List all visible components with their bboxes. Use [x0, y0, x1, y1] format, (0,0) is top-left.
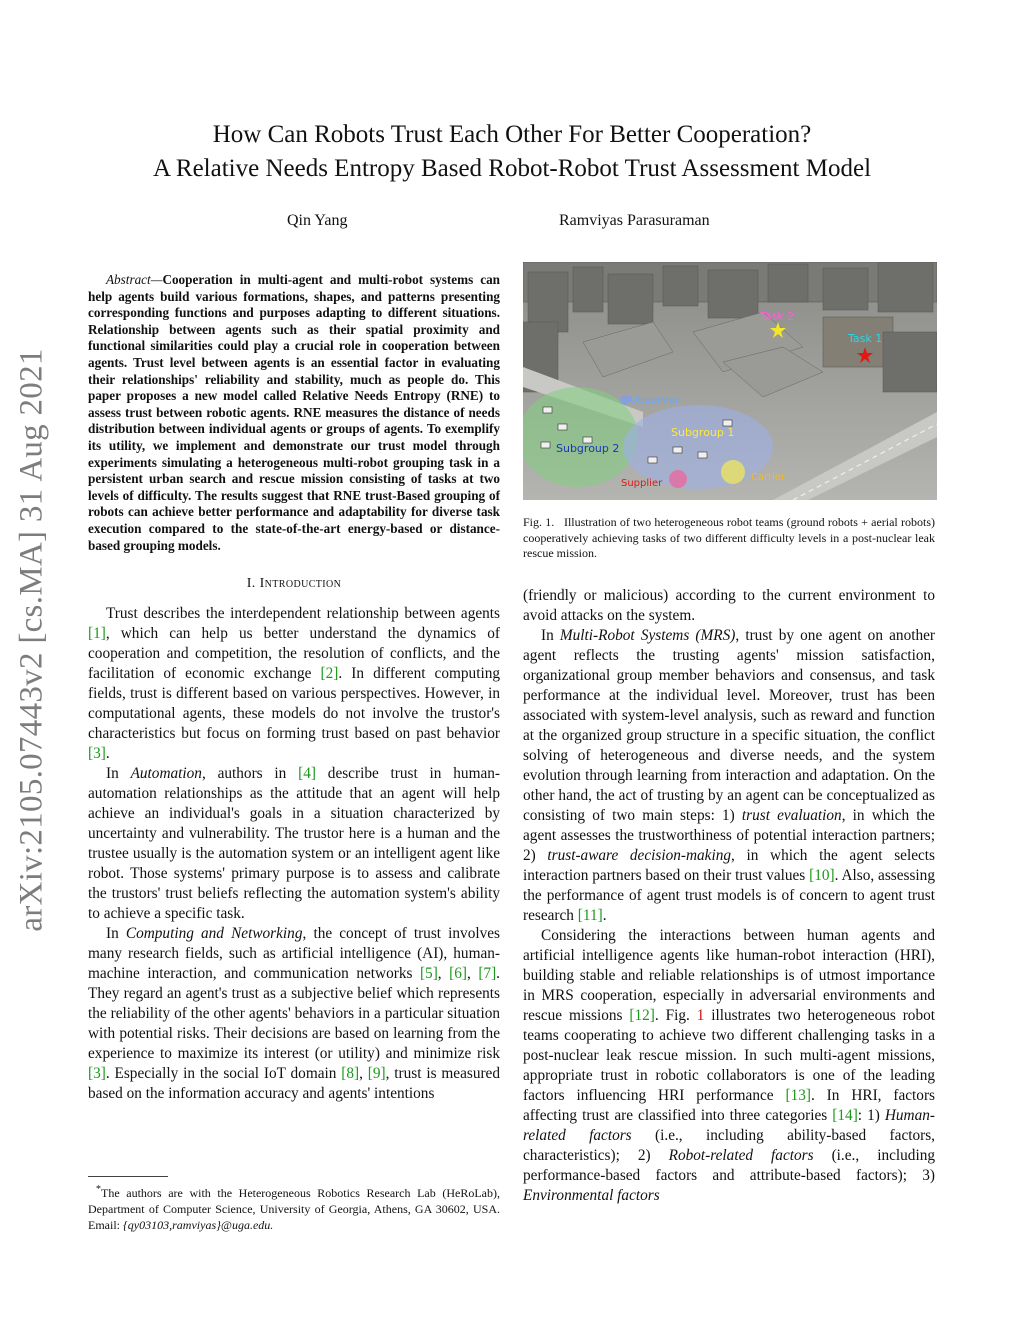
citation-link[interactable]: [12] [629, 1007, 655, 1024]
arxiv-identifier [12, 320, 52, 960]
citation-link[interactable]: [10] [809, 867, 835, 884]
carrier-marker [721, 460, 745, 484]
right-paragraph-1: In Multi-Robot Systems (MRS), trust by one agent on another agent reflects the trusting agents' mission satisfaction, organizational group member behaviors and consensus, and task performance at the individual level. Moreover, trust has been associated with system-level analysis, such as reward and function at the organized group structure in a specific situation, the conflict solving of heterogeneous and diverse needs, and the system evolution through learning from interaction and adaptation. On the other hand, the act of trusting by an agent can be conceptualized as consisting of two main steps: 1) trust evaluation, in which the agent assesses the trustworthiness of potential interaction partners; 2) trust-aware decision-making, in which the agent selects interaction partners based on their trust values [10]. Also, assessing the performance of agent trust models is of concern to agent trust research [11]. [523, 627, 935, 924]
citation-link[interactable]: [9] [367, 1065, 386, 1083]
abstract: Abstract—Cooperation in multi-agent and multi-robot systems can help agents build various formations, shapes, and patterns presenting corresponding functions and purposes adapting to different situations. Relationship between agents such as their spatial proximity and functional similarities could play a crucial role in cooperation between agents. Trust level between agents is an essential factor in evaluating their relationships' reliability and stability, much as people do. This paper proposes a new model called Relative Needs Entropy (RNE) to assess trust between robotic agents. RNE measures the distance of needs distribution between individual agents or groups of agents. To exemplify its utility, we implement and demonstrate our trust model through experiments simulating a heterogeneous multi-robot grouping task in a persistent urban search and rescue mission consisting of tasks at two levels of difficulty. The results suggest that RNE trust-Based grouping of robots can achieve better performance and adaptability for diverse task execution compared to the state-of-the-art energy-based or distance-based grouping models. [88, 272, 500, 553]
paper-title [60, 118, 964, 186]
right-paragraph-0: (friendly or malicious) according to the current environment to avoid attacks on the system. [523, 587, 935, 624]
subgroup2-label: Subgroup 2 [556, 442, 620, 455]
abstract-text: Cooperation in multi-agent and multi-robot systems can help agents build various formations, shapes, and patterns presenting corresponding functions and purposes adapting to different situations. Relationship between agents such as their spatial proximity and functional similarities could play a crucial role in cooperation between agents. Trust level between agents is an essential factor in evaluating their relationships' reliability and stability, much as people do. This paper proposes a new model called Relative Needs Entropy (RNE) to assess trust between robotic agents. RNE measures the distance of needs distribution between individual agents or groups of agents. To exemplify its utility, we implement and demonstrate our trust model through experiments simulating a heterogeneous multi-robot grouping task in a persistent urban search and rescue mission consisting of tasks at two levels of difficulty. The results suggest that RNE trust-Based grouping of robots can achieve better performance and adaptability for diverse task execution compared to the state-of-the-art energy-based or distance-based grouping models. [88, 272, 500, 553]
title-line-2: A Relative Needs Entropy Based Robot-Robot Trust Assessment Model [152, 155, 872, 182]
citation-link[interactable]: [4] [298, 765, 316, 783]
author-1: Qin Yang [287, 212, 348, 229]
task1-label: Task 1 [848, 332, 883, 345]
abstract-label: Abstract [106, 272, 151, 287]
intro-paragraph-3: In Computing and Networking, the concept of trust involves many research fields, such as artificial intelligence (AI), human-machine interaction, and communication networks [5], [6], [7]. They regard an agent's trust as a subjective belief which represents the reliability of the other agents' behaviors in a particular situation with potential risks. Their decisions are based on learning from the experience to maximize its interest (or utility) and minimize risk [3]. Especially in the social IoT domain [8], [9], trust is measured based on the information accuracy and agents' intentions [88, 925, 500, 1103]
citation-link[interactable]: [13] [785, 1087, 811, 1104]
intro-paragraph-2: In Automation, authors in [4] describe trust in human-automation relationships as the attitude that an agent will help achieve an individual's goals in a situation characterized by uncertainty and vulnerability. The trustor here is a human and the trustee usually is the automation system or an intelligent agent like robot. Those systems' primary purpose is to assess and calibrate the trustors' trust beliefs reflecting the automation system's ability to achieve a specific task. [88, 765, 500, 923]
citation-link[interactable]: [3] [88, 745, 106, 763]
task2-label: Task 2 [760, 310, 795, 323]
observer-label: Observer [629, 393, 680, 406]
left-column [88, 272, 500, 1104]
citation-link[interactable]: [11] [577, 907, 603, 924]
footnote-email: {qy03103,ramviyas}@uga.edu. [123, 1218, 274, 1232]
intro-paragraph-1: Trust describes the interdependent relationship between agents [1], which can help us better understand the dynamics of cooperation and competition, the resolution of conflicts, and the facilitation of economic exchange [2]. In different computing fields, trust is different based on various perspectives. However, in computational agents, these models do not involve the trustor's characteristics but focus on forming trust based on past behavior [3]. [88, 605, 500, 763]
figure-caption: Fig. 1. Illustration of two heterogeneous robot teams (ground robots + aerial robots) cooperatively achieving tasks of two different difficulty levels in a post-nuclear leak rescue mission. [523, 515, 936, 560]
figure-1-image [523, 262, 937, 500]
title-line-1: How Can Robots Trust Each Other For Better Cooperation? [212, 121, 812, 148]
citation-link[interactable]: [5] [419, 965, 438, 983]
section-heading: I. Introduction [246, 576, 342, 592]
citation-link[interactable]: [3] [88, 1065, 106, 1083]
subgroup1-label: Subgroup 1 [671, 426, 735, 439]
author-2: Ramviyas Parasuraman [559, 212, 710, 229]
citation-link[interactable]: [8] [341, 1065, 360, 1083]
citation-link[interactable]: [14] [832, 1107, 858, 1124]
footnote: *The authors are with the Heterogeneous Robotics Research Lab (HeRoLab), Department of Computer Science, University of Georgia, Athens, GA 30602, USA. Email: {qy03103,ramviyas}@uga.edu. [88, 1184, 500, 1232]
citation-link[interactable]: [1] [88, 625, 106, 643]
supplier-label: Supplier [621, 478, 663, 489]
right-paragraph-2: Considering the interactions between human agents and artificial intelligence agents like human-robot interaction (HRI), building stable and reliable relationships is of utmost importance in MRS cooperation, especially in adversarial environments and rescue missions [12]. Fig. 1 illustrates two heterogeneous robot teams cooperating to achieve two different challenging tasks in a post-nuclear leak rescue mission. In such multi-agent missions, appropriate trust in robotic collaborators is one of the leading factors influencing HRI performance [13]. In HRI, factors affecting trust are classified into three categories [14]: 1) Human-related factors (i.e., including ability-based factors, characteristics); 2) Robot-related factors (i.e., including performance-based factors and attribute-based factors); 3) Environmental factors [523, 927, 936, 1204]
citation-link[interactable]: [7] [478, 965, 497, 983]
footnote-rule [88, 1176, 168, 1177]
citation-link[interactable]: [2] [320, 665, 339, 683]
supplier-marker [669, 470, 687, 488]
right-column [523, 586, 935, 1206]
arxiv-id-text: arXiv:2105.07443v2 [cs.MA] 31 Aug 2021 [13, 348, 50, 932]
carrier-label: Carrier [751, 472, 786, 483]
citation-link[interactable]: [6] [449, 965, 467, 983]
figure-ref-link[interactable]: 1 [696, 1007, 705, 1024]
